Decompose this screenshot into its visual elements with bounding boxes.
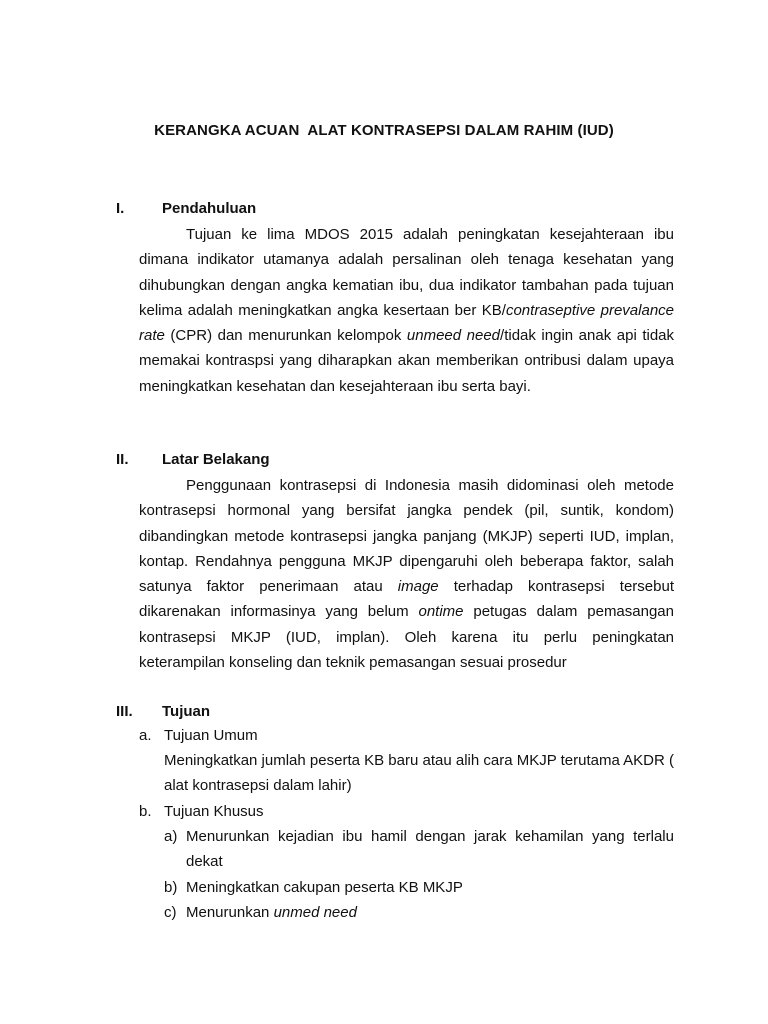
sub-list-item-text: Menurunkan [186, 904, 274, 921]
document-title: KERANGKA ACUAN ALAT KONTRASEPSI DALAM RAHIM (IUD) [154, 122, 614, 139]
list-marker: b. [139, 803, 152, 820]
paragraph-text: (CPR) dan menurunkan kelompok [164, 327, 407, 345]
list-marker: a. [139, 727, 152, 744]
paragraph-text: petugas dalam pemasangan kontrasepsi MKJP (IUD, implan). Oleh karena itu perlu peningkatan keterampilan konseling dan teknik pemasangan sesuai prosedur [139, 603, 674, 672]
paragraph-text: Tujuan ke lima MDOS 2015 adalah peningkatan kesejahteraan ibu dimana indikator utamanya adalah persalinan oleh tenaga kesehatan yang dihubungkan dengan angka kematian ibu, dua indikator tambahan pada tujuan kelima adalah meningkatkan angka kesertaan ber KB/ [139, 226, 674, 319]
italic-term: ontime [418, 603, 464, 621]
section-number: II. [116, 451, 129, 468]
sub-list-item [164, 900, 357, 925]
italic-term: contraseptive prevalance rate [139, 301, 674, 345]
list-item-tujuan-umum [139, 723, 258, 748]
sub-list-item-text: Menurunkan kejadian ibu hamil dengan jarak kehamilan yang terlalu dekat [186, 828, 674, 871]
section-title: Pendahuluan [162, 200, 257, 217]
italic-term: unmeed need [406, 327, 501, 345]
tujuan-umum-text: Meningkatkan jumlah peserta KB baru atau alih cara MKJP terutama AKDR ( alat kontrasepsi dalam lahir) [164, 752, 674, 795]
paragraph-text: /tidak ingin anak api tidak memakai kontraspsi yang diharapkan akan memberikan ontribusi dalam upaya meningkatkan kesehatan dan kesejahteraan ibu serta bayi. [139, 327, 675, 395]
list-item-label: Tujuan Khusus [164, 803, 264, 820]
sub-list-item-text: Meningkatkan cakupan peserta KB MKJP [186, 879, 463, 896]
list-item-tujuan-khusus [139, 799, 264, 824]
section-title: Tujuan [162, 703, 211, 720]
paragraph-latar-belakang [139, 473, 674, 675]
italic-term: image [397, 578, 439, 596]
section-title: Latar Belakang [162, 451, 270, 468]
paragraph-text: Penggunaan kontrasepsi di Indonesia masih didominasi oleh metode kontrasepsi hormonal yang bersifat jangka pendek (pil, suntik, kondom) dibandingkan metode kontrasepsi jangka panjang (MKJP) seperti IUD, implan, kontap. Rendahnya pengguna MKJP dipengaruhi oleh beberapa faktor, salah satunya faktor penerimaan atau [139, 477, 674, 596]
sub-list-item [164, 875, 463, 900]
paragraph-pendahuluan [139, 222, 674, 399]
italic-term: unmed need [273, 904, 357, 921]
list-marker: c) [164, 904, 177, 921]
section-number: III. [116, 703, 133, 720]
list-marker: a) [164, 828, 178, 845]
list-item-label: Tujuan Umum [164, 727, 258, 744]
paragraph-text: terhadap kontrasepsi tersebut dikarenakan informasinya yang belum [139, 578, 674, 621]
list-marker: b) [164, 879, 178, 896]
section-number: I. [116, 200, 125, 217]
